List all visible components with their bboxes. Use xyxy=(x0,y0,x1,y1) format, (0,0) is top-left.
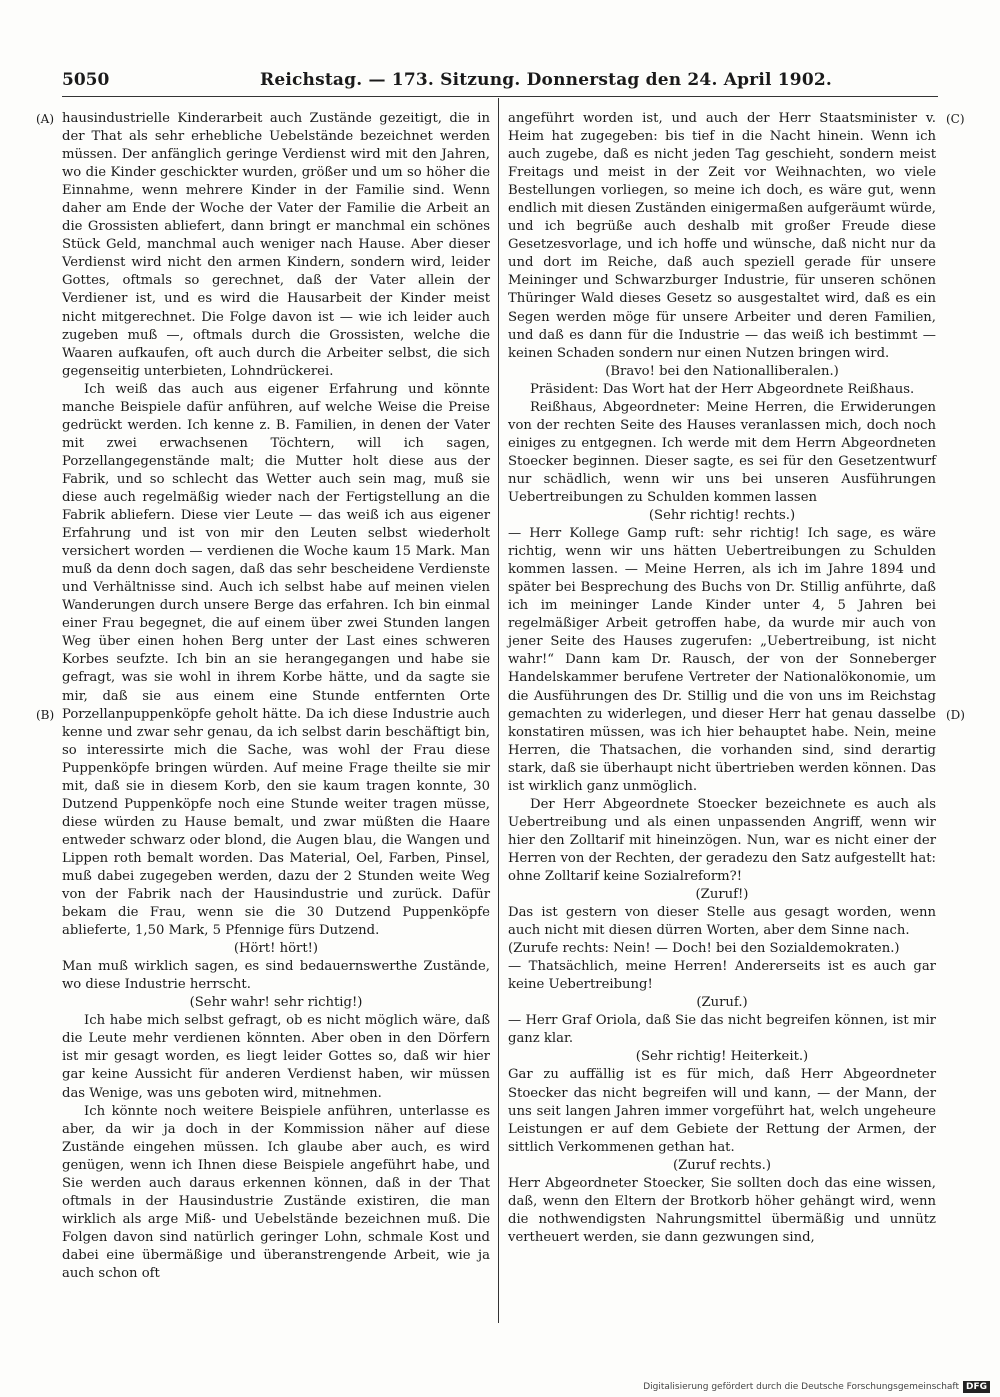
page-header xyxy=(62,70,938,98)
interjection: (Sehr richtig! rechts.) xyxy=(648,508,796,524)
margin-marker-d: (D) xyxy=(946,708,965,722)
paragraph: Ich könnte noch weitere Beispiele anführen, unterlasse es aber, da wir ja doch in der Kommission näher auf diese Zustände eingehen müssen. Ich glaube aber auch, es wird genügen, wenn ich Ihnen diese Beispiele angeführt habe, und Sie werden auch daraus erkennen können, daß in der That oftmals in der Hausindustrie Zustände existiren, die man wirklich als arge Miß- und Uebelstände bezeichnen muß. Die Folgen davon sind natürlich geringer Lohn, schmale Kost und dabei eine übermäßige und überanstrengende Arbeit, wie ja auch schon oft xyxy=(62,1103,490,1281)
paragraph: Das ist gestern von dieser Stelle aus gesagt worden, wenn auch nicht mit diesen dürren Worten, aber dem Sinne nach. xyxy=(508,905,936,939)
column-divider xyxy=(498,98,499,1323)
page-number: 5050 xyxy=(62,70,110,90)
speaker-paragraph: Reißhaus, Abgeordneter: Meine Herren, die Erwiderungen von der rechten Seite des Hauses veranlassen mich, doch noch einiges zu entgegnen. Ich werde mit dem Herrn Abgeordneten Stoecker beginnen. Dieser sagte, es sei für den Gesetzentwurf nur schädlich, wenn wir uns bei unseren Ausführungen Uebertreibungen zu Schulden kommen lassen xyxy=(508,399,936,505)
interjection: (Zurufe rechts: Nein! — Doch! bei den Sozialdemokraten.) xyxy=(508,941,900,957)
margin-marker-b: (B) xyxy=(36,708,55,722)
margin-marker-a: (A) xyxy=(36,112,55,126)
paragraph: — Herr Graf Oriola, daß Sie das nicht begreifen können, ist mir ganz klar. xyxy=(508,1013,936,1047)
right-column xyxy=(508,110,936,1247)
paragraph: Man muß wirklich sagen, es sind bedauernswerthe Zustände, wo diese Industrie herrscht. xyxy=(62,959,490,993)
interjection: (Hört! hört!) xyxy=(233,941,319,957)
interjection: (Sehr wahr! sehr richtig!) xyxy=(189,995,363,1011)
interjection: (Zuruf rechts.) xyxy=(672,1157,772,1173)
paragraph: angeführt worden ist, und auch der Herr Staatsminister v. Heim hat zugegeben: bis tief in die Nacht hinein. Wenn ich auch zugebe, daß es nicht jeden Tag geschieht, sondern meist Freitags und meist in der Zeit vor Weihnachten, wo viele Bestellungen vorliegen, so meine ich doch, es wäre gut, wenn endlich mit diesen Zuständen einigermaßen aufgeräumt würde, und ich begrüße auch deshalb mit großer Freude diese Gesetzesvorlage, und ich hoffe und wünsche, daß nicht nur da und dort im Reiche, daß auch speziell gerade für unsere Meininger und Schwarzburger Industrie, für unseren schönen Thüringer Wald dieses Gesetz so ausgestaltet wird, daß es ein Segen werden möge für unsere Arbeiter und deren Familien, und daß es dann für die Industrie — das weiß ich bestimmt — keinen Schaden sondern nur einen Nutzen bringen wird. xyxy=(508,111,936,361)
running-head: Reichstag. — 173. Sitzung. Donnerstag den 24. April 1902. xyxy=(260,70,832,90)
paragraph: — Herr Kollege Gamp ruft: sehr richtig! Ich sage, es wäre richtig, wenn wir uns hätten Uebertreibungen zu Schulden kommen lassen. — Meine Herren, als ich im Jahre 1894 und später bei Besprechung des Buchs von Dr. Stillig anführte, daß ich im meininger Lande Kinder unter 4, 5 Jahren bei regelmäßiger Arbeit getroffen habe, da wurde mir auch von jener Seite des Hauses zugerufen: „Uebertreibung, ist nicht wahr!“ Dann kam Dr. Rausch, der von der Sonneberger Handelskammer berufene Vertreter der Nationalökonomie, um die Ausführungen des Dr. Stillig und die von uns im Reichstag gemachten zu widerlegen, und dieser Herr hat genau dasselbe konstatiren müssen, was ich hier behauptet habe. Nein, meine Herren, die Thatsachen, die vorhanden sind, sind derartig stark, daß sie überhaupt nicht übertrieben werden können. Das ist wirklich ganz unmöglich. xyxy=(508,526,936,794)
header-rule xyxy=(62,96,938,97)
interjection: (Sehr richtig! Heiterkeit.) xyxy=(635,1049,809,1065)
paragraph: Herr Abgeordneter Stoecker, Sie sollten doch das eine wissen, daß, wenn den Eltern der Brotkorb höher gehängt wird, wenn die nothwendigsten Nahrungsmittel übermäßig und unnütz vertheuert werden, sie dann gezwungen sind, xyxy=(508,1175,936,1245)
paragraph: — Thatsächlich, meine Herren! Andererseits ist es auch gar keine Uebertreibung! xyxy=(508,959,936,993)
interjection: (Zuruf!) xyxy=(695,887,749,903)
interjection: (Zuruf.) xyxy=(696,995,748,1011)
margin-marker-c: (C) xyxy=(946,112,965,126)
speaker-paragraph: Präsident: Das Wort hat der Herr Abgeordnete Reißhaus. xyxy=(530,381,915,397)
paragraph: hausindustrielle Kinderarbeit auch Zustände gezeitigt, die in der That als sehr erhebliche Uebelstände bezeichnet werden müssen. Der anfänglich geringe Verdienst wird mit den Jahren, wo die Kinder geschickter wurden, größer und um so höher die Einnahme, wenn mehrere Kinder in der Familie sind. Wenn daher am Ende der Woche der Vater der Familie die Arbeit an die Grossisten abliefert, dann bringt er manchmal ein schönes Stück Geld, manchmal auch weniger nach Hause. Aber dieser Verdienst wird nicht den armen Kindern, sondern wird, leider Gottes, oftmals so gerechnet, daß der Vater allein der Verdiener ist, und es wird die Hausarbeit der Kinder meist nicht mitgerechnet. Die Folge davon ist — wie ich leider auch zugeben muß —, oftmals durch die Grossisten, welche die Waaren aufkaufen, oft auch durch die Arbeiter selbst, die sich gegenseitig unterbieten, Lohndrückerei. xyxy=(62,111,490,379)
dfg-logo: DFG xyxy=(963,1381,990,1393)
paragraph: Gar zu auffällig ist es für mich, daß Herr Abgeordneter Stoecker das nicht begreifen will und kann, — der Mann, der uns seit langen Jahren immer vorgeführt hat, welch ungeheure Leistungen er auf dem Gebiete der Rettung der Armen, der sittlich Verkommenen gethan hat. xyxy=(508,1067,936,1155)
paragraph: Der Herr Abgeordnete Stoecker bezeichnete es auch als Uebertreibung und als einen unpassenden Angriff, wenn wir hier den Zolltarif mit hineinzögen. Nun, war es nicht einer der Herren von der Rechten, der geradezu den Satz aufgestellt hat: ohne Zolltarif keine Sozialreform?! xyxy=(508,796,936,884)
paragraph: Ich weiß das auch aus eigener Erfahrung und könnte manche Beispiele dafür anführen, auf welche Weise die Preise gedrückt werden. Ich kenne z. B. Familien, in denen der Vater mit zwei erwachsenen Töchtern, will ich sagen, Porzellangegenstände malt; die Mutter holt diese aus der Fabrik, und so schlecht das Wetter auch sein mag, muß sie diese auch regelmäßig wieder nach der Fertigstellung an die Fabrik abliefern. Diese vier Leute — das weiß ich aus eigener Erfahrung und ist von mir den Leuten selbst wiederholt versichert worden — verdienen die Woche kaum 15 Mark. Man muß da denn doch sagen, daß das sehr bescheidene Verdienste und Verhältnisse sind. Auch ich selbst habe auf meinen vielen Wanderungen durch unsere Berge das erfahren. Ich bin einmal einer Frau begegnet, die auf einem über zwei Stunden langen Weg über einen hohen Berg unter der Last eines schweren Korbes seufzte. Ich bin an sie herangegangen und habe sie gefragt, was sie wohl in ihrem Korbe hätte, und da sagte sie mir, daß sie aus einem eine Stunde entfernten Orte Porzellanpuppenköpfe geholt hätte. Da ich diese Industrie auch kenne und zwar sehr genau, da ich selbst darin beschäftigt bin, so interessirte mich die Sache, was wohl der Frau diese Puppenköpfe bringen würden. Auf meine Frage theilte sie mir mit, daß sie in diesem Korb, den sie kaum tragen konnte, 30 Dutzend Puppenköpfe noch eine Stunde weiter tragen müsse, diese würden zu Hause bemalt, und zwar müßten die Haare entweder schwarz oder blond, die Augen blau, die Wangen und Lippen roth bemalt worden. Das Material, Oel, Farben, Pinsel, muß dabei zugegeben werden, dazu der 2 Stunden weite Weg von der Fabrik nach der Hausindustrie und zurück. Dafür bekam die Frau, wenn sie die 30 Dutzend Puppenköpfe ablieferte, 1,50 Mark, 5 Pfennige fürs Dutzend. xyxy=(62,381,490,939)
footer-credit: Digitalisierung gefördert durch die Deutsche Forschungsgemeinschaft xyxy=(643,1382,959,1392)
paragraph: Ich habe mich selbst gefragt, ob es nicht möglich wäre, daß die Leute mehr verdienen könnten. Aber oben in den Dörfern ist mir gesagt worden, es liegt leider Gottes so, daß wir hier gar keine Aussicht für anderen Verdienst haben, wir müssen das Wenige, was uns geboten wird, mitnehmen. xyxy=(62,1013,490,1101)
left-column xyxy=(62,110,490,1283)
interjection: (Bravo! bei den Nationalliberalen.) xyxy=(605,363,839,379)
footer xyxy=(643,1381,990,1393)
